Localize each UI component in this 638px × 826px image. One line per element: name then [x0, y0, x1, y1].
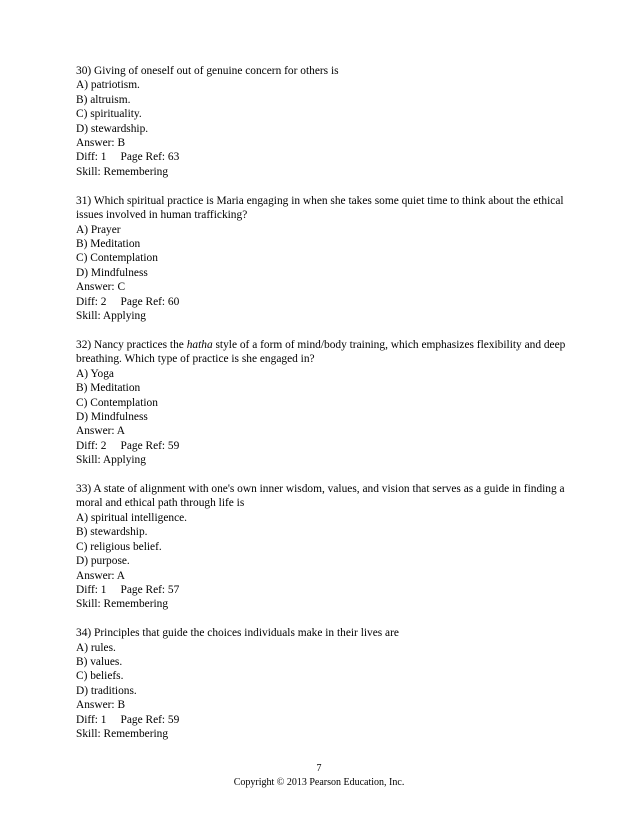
option-c: C) beliefs.	[76, 670, 124, 683]
option-b: B) Meditation	[76, 382, 141, 395]
diff-line	[76, 295, 576, 309]
question-stem: 34) Principles that guide the choices individuals make in their lives are	[76, 627, 399, 640]
skill-line: Skill: Remembering	[76, 728, 169, 741]
difficulty: Diff: 1	[76, 583, 107, 596]
option-b: B) altruism.	[76, 93, 131, 106]
difficulty: Diff: 2	[76, 295, 107, 308]
page-ref: Page Ref: 63	[120, 151, 180, 164]
option-d: D) traditions.	[76, 684, 137, 697]
question-34	[76, 626, 576, 741]
diff-line	[76, 150, 576, 164]
skill-line: Skill: Applying	[76, 454, 146, 467]
diff-line	[76, 713, 576, 727]
question-stem	[76, 338, 576, 367]
page-footer	[0, 762, 638, 790]
question-stem: 30) Giving of oneself out of genuine concern for others is	[76, 65, 339, 77]
option-d: D) stewardship.	[76, 122, 149, 135]
question-32	[76, 338, 576, 468]
skill-line: Skill: Applying	[76, 310, 146, 322]
option-d: D) Mindfulness	[76, 266, 148, 279]
difficulty: Diff: 2	[76, 439, 107, 452]
stem-italic-term: hatha	[186, 338, 213, 351]
difficulty: Diff: 1	[76, 713, 107, 726]
diff-line	[76, 439, 576, 453]
question-stem: 31) Which spiritual practice is Maria engaging in when she takes some quiet time to think about the ethical issues involved in human trafficking?	[76, 194, 564, 222]
page-ref: Page Ref: 57	[120, 583, 180, 596]
answer-line: Answer: B	[76, 137, 126, 150]
option-a: A) patriotism.	[76, 79, 140, 92]
copyright-notice: Copyright © 2013 Pearson Education, Inc.	[233, 777, 405, 788]
question-33	[76, 482, 576, 612]
option-a: A) Yoga	[76, 367, 114, 380]
question-stem: 33) A state of alignment with one's own inner wisdom, values, and vision that serves as a guide in finding a moral and ethical path through life is	[76, 483, 565, 510]
stem-after: style of a form of mind/body training, which emphasizes flexibility and deep breathing. Which type of practice is she engaged in?	[76, 338, 566, 366]
page-ref: Page Ref: 59	[120, 439, 180, 452]
answer-line: Answer: B	[76, 699, 126, 712]
answer-line: Answer: A	[76, 425, 126, 438]
question-30	[76, 64, 576, 179]
skill-line: Skill: Remembering	[76, 165, 169, 178]
option-a: A) spiritual intelligence.	[76, 511, 188, 524]
option-a: A) rules.	[76, 641, 116, 654]
document-page	[76, 64, 576, 756]
diff-line	[76, 583, 576, 597]
difficulty: Diff: 1	[76, 151, 107, 164]
option-d: D) Mindfulness	[76, 410, 148, 423]
option-a: A) Prayer	[76, 223, 121, 236]
option-c: C) religious belief.	[76, 540, 162, 553]
page-ref: Page Ref: 59	[120, 713, 180, 726]
option-c: C) spirituality.	[76, 108, 142, 121]
page-number: 7	[316, 763, 322, 774]
skill-line: Skill: Remembering	[76, 598, 169, 611]
stem-before: 32) Nancy practices the	[76, 338, 187, 351]
option-c: C) Contemplation	[76, 252, 158, 265]
answer-line: Answer: A	[76, 569, 126, 582]
question-31	[76, 194, 576, 324]
answer-line: Answer: C	[76, 281, 126, 294]
option-c: C) Contemplation	[76, 396, 158, 409]
option-b: B) Meditation	[76, 237, 141, 250]
option-d: D) purpose.	[76, 555, 130, 568]
option-b: B) values.	[76, 656, 123, 669]
option-b: B) stewardship.	[76, 526, 148, 539]
page-ref: Page Ref: 60	[120, 295, 180, 308]
